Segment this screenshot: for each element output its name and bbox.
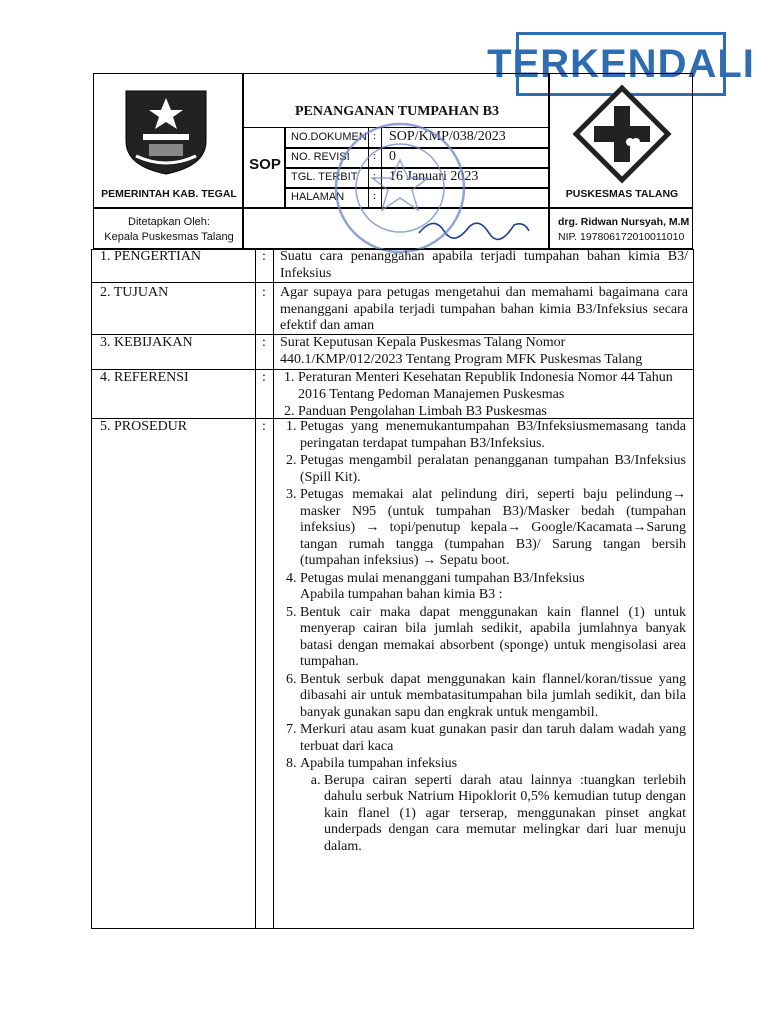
section-text: Surat Keputusan Kepala Puskesmas Talang Nomor 440.1/KMP/012/2023 Tentang Program MFK Puskesmas Talang [280,335,643,367]
set-by-line1: Ditetapkan Oleh: [128,216,210,228]
section-title: 3. KEBIJAKAN [100,335,193,350]
section-text: Agar supaya para petugas mengetahui dan memahami bagaimana cara menanggani apabila terjadi tumpahan bahan kimia B3/Infeksius secara efektif dan aman [280,285,688,333]
list-item [300,571,686,604]
row-pengertian [92,250,693,282]
list-item: 3. Petugas memakai alat pelindung diri, seperti baju pelindung→ masker N95 (untuk tumpahan B3)/Masker bedah (tumpahan infeksius) → topi/penutup kepala→ Google/Kacamata→Sarung tangan rumah tangga (tumpahan B3)/ Sarung tangan bersih (tumpahan infeksius) → Sepatu boot. [300,487,686,570]
field-sep-halaman: : [373,190,377,202]
right-caption: PUSKESMAS TALANG [565,188,679,200]
field-sep-revisi: : [373,150,377,162]
set-by-line2: Kepala Puskesmas Talang [104,231,234,243]
list-item: 1. Petugas yang menemukantumpahan B3/Infeksiusmemasang tanda peringatan terdapat tumpahan B3/Infeksius. [300,419,686,452]
field-sep-terbit: : [373,170,377,182]
row-kebijakan [92,334,693,369]
list-item-text: Apabila tumpahan infeksius [300,756,458,771]
sop-label: SOP [249,156,281,173]
right-logo-cell [549,73,693,208]
sub-list-item: a. Berupa cairan seperti darah atau lainnya :tuangkan terlebih dahulu serbuk Natrium Hipoklorit 0,5% kemudian tutup dengan kain flanel (1) agar terserap, menggunakan pinset angkat underpads dengan cara memutar melingkar dari luar menuju dalam. [324,773,686,856]
row-referensi [92,369,693,418]
section-colon: : [262,370,266,385]
field-label-revisi: NO. REVISI [291,151,350,163]
tegal-regency-logo-icon [121,86,211,176]
section-title: 2. TUJUAN [100,285,169,300]
field-label-dokumen: NO.DOKUMEN [291,131,367,143]
sub-note: Apabila tumpahan bahan kimia B3 : [300,587,503,602]
field-label-terbit: TGL. TERBIT [291,171,358,183]
row-prosedur [92,418,693,930]
section-colon: : [262,419,266,434]
list-item: 2. Petugas mengambil peralatan penangganan tumpahan B3/Infeksius (Spill Kit). [300,453,686,486]
section-list [278,419,686,856]
list-item: 5. Bentuk cair maka dapat menggunakan kain flannel (1) untuk menyerap cairan bila jumlah sedikit, apabila jumlahnya banyak batasi dengan memakai absorbent (sponge) untuk mengisolasi area tumpahan. [300,605,686,671]
signer-nip: NIP. 197806172010011010 [558,231,685,243]
field-sep-dokumen: : [373,130,377,142]
signer-name: drg. Ridwan Nursyah, M.M [558,216,690,228]
field-value-dokumen: SOP/KMP/038/2023 [389,129,506,144]
document-title: PENANGANAN TUMPAHAN B3 [294,104,500,119]
list-item-text: Petugas mulai menanggani tumpahan B3/Infeksius [300,570,585,586]
section-title: 1. PENGERTIAN [100,249,202,264]
field-value-terbit: 16 Januari 2023 [389,169,479,184]
stamp-text: TERKENDALI [487,41,755,86]
section-text: Suatu cara penanggahan apabila terjadi tumpahan bahan kimia B3/ Infeksius [280,249,688,281]
sop-cell [243,127,285,208]
section-list [276,370,684,422]
section-colon: : [262,285,266,300]
list-item: 6. Bentuk serbuk dapat menggunakan kain flannel/koran/tissue yang dibasahi air untuk membatasitumpahan bila jumlah sedikit, dan bila banyak gunakan sapu dan engkrak untuk mengambil. [300,672,686,722]
sop-body-table [91,249,694,929]
section-title: 4. REFERENSI [100,370,189,385]
left-caption: PEMERINTAH KAB. TEGAL [101,188,237,200]
field-value-revisi: 0 [389,149,396,164]
row-tujuan [92,282,693,334]
section-colon: : [262,335,266,350]
list-item [300,756,686,855]
official-round-stamp [330,118,470,258]
field-label-halaman: HALAMAN [291,191,345,203]
puskesmas-logo-icon [572,84,672,184]
section-title: 5. PROSEDUR [100,419,188,434]
signer-cell [549,208,693,249]
list-item: 1. Peraturan Menteri Kesehatan Republik Indonesia Nomor 44 Tahun 2016 Tentang Pedoman Manajemen Puskesmas [298,370,684,403]
left-logo-cell [93,73,243,208]
section-colon: : [262,249,266,264]
set-by-cell [93,208,243,249]
list-item: 2. Panduan Pengolahan Limbah B3 Puskesmas [298,404,684,421]
list-item: 7. Merkuri atau asam kuat gunakan pasir dan taruh dalam wadah yang terbuat dari kaca [300,722,686,755]
